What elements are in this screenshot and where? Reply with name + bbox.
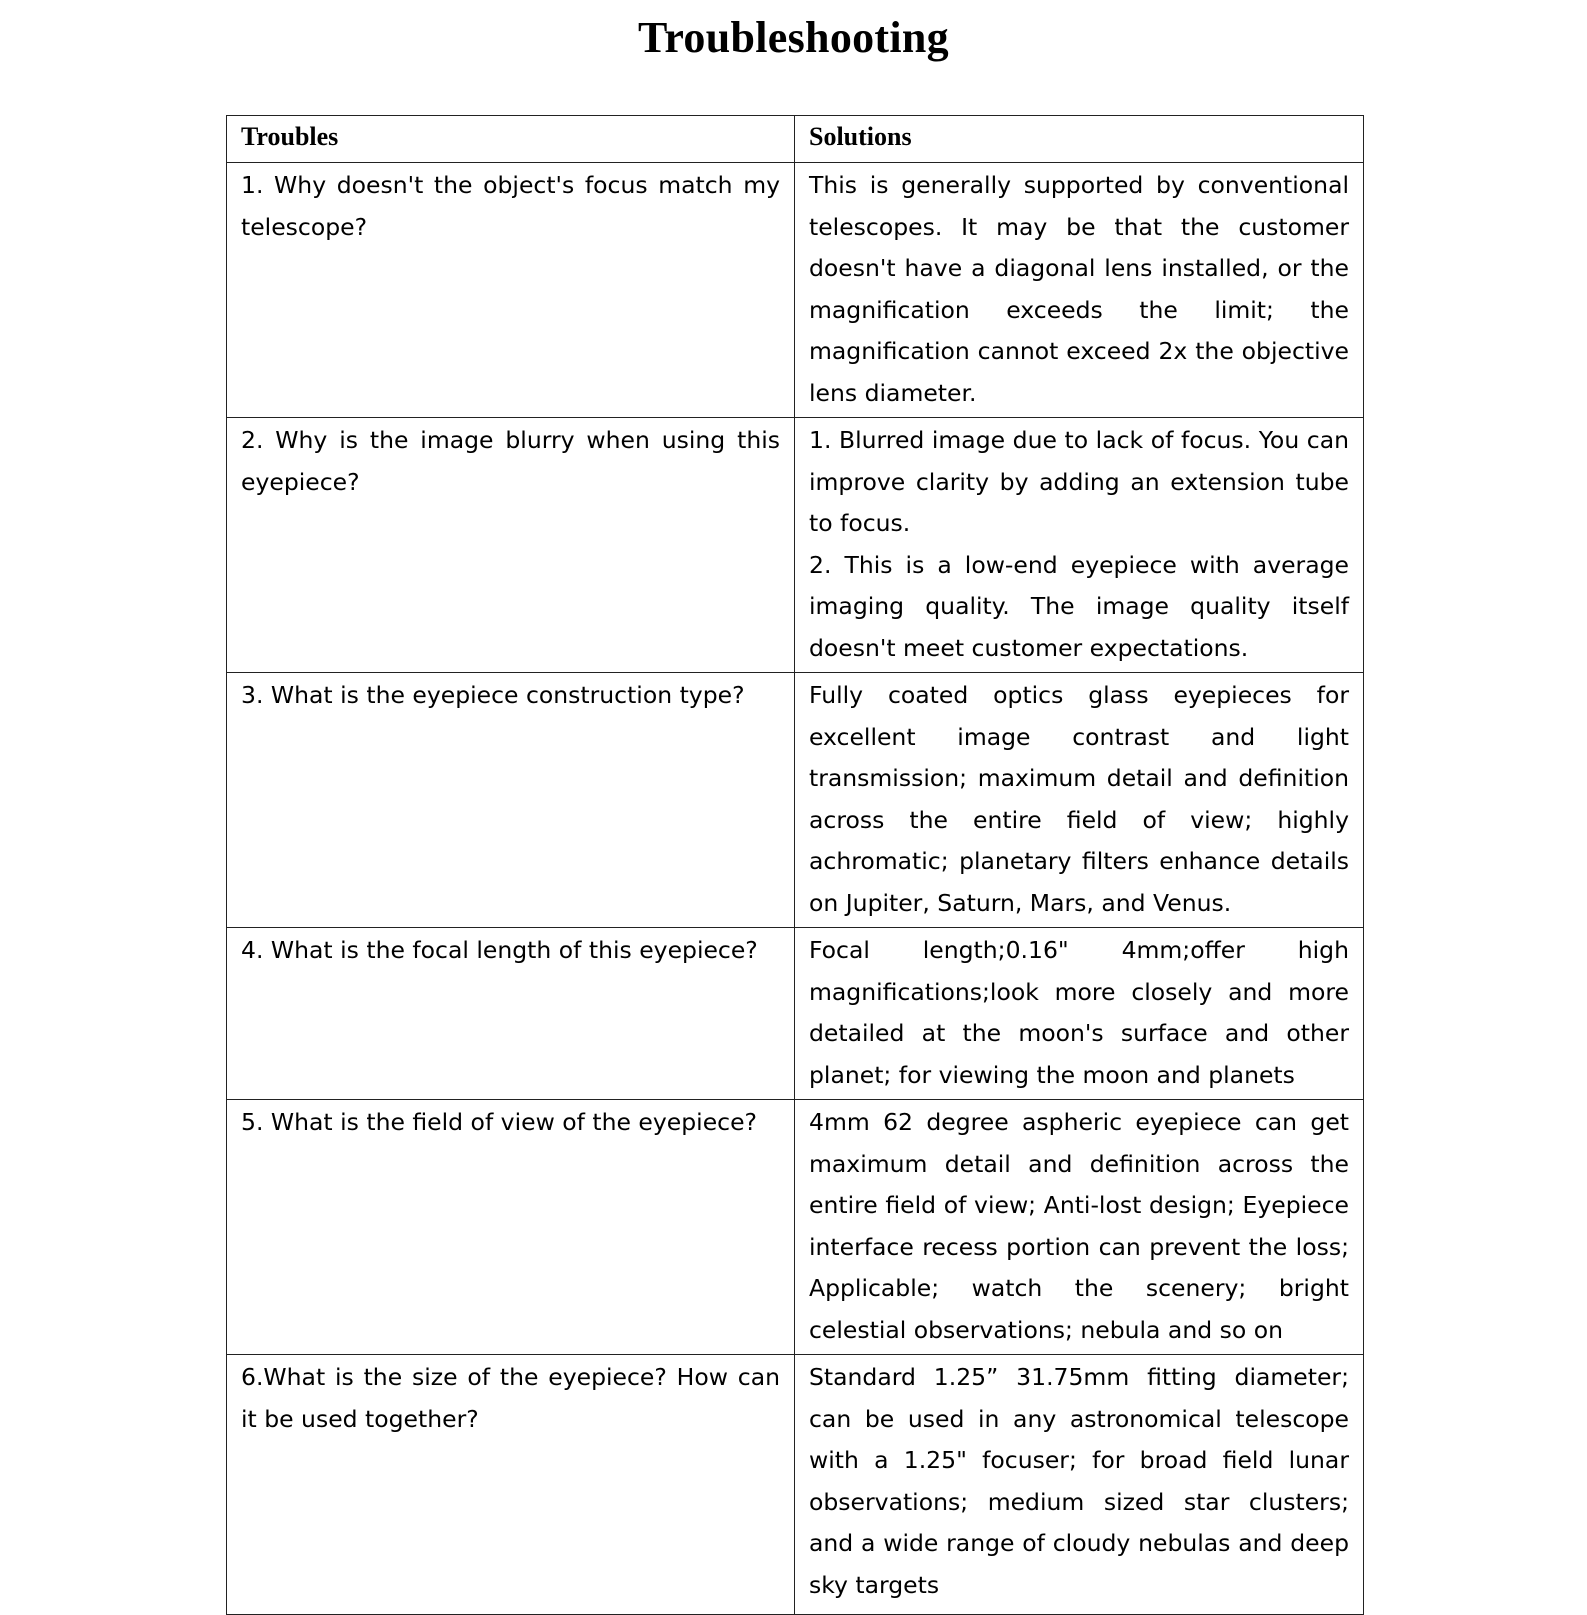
trouble-cell: 2. Why is the image blurry when using this eyepiece?	[227, 418, 795, 673]
table-row	[227, 673, 1364, 928]
solution-cell	[795, 673, 1364, 928]
trouble-cell: 1. Why doesn't the object's focus match my telescope?	[227, 163, 795, 418]
solution-paragraph: Fully coated optics glass eyepieces for excellent image contrast and light transmission; maximum detail and definition across the entire field of view; highly achromatic; planetary filters enhance details on Jupiter, Saturn, Mars, and Venus.	[809, 681, 1349, 917]
trouble-cell: 5. What is the field of view of the eyepiece?	[227, 1100, 795, 1355]
trouble-cell: 6.What is the size of the eyepiece? How can it be used together?	[227, 1355, 795, 1615]
troubleshooting-table-container	[226, 115, 1363, 1615]
solution-paragraph: Standard 1.25” 31.75mm fitting diameter; can be used in any astronomical telescope with a 1.25" focuser; for broad field lunar observations; medium sized star clusters; and a wide range of cloudy nebulas and deep sky targets	[809, 1363, 1349, 1599]
header-troubles: Troubles	[227, 116, 795, 163]
header-solutions: Solutions	[795, 116, 1364, 163]
solution-cell	[795, 1355, 1364, 1615]
solution-paragraph: This is generally supported by conventional telescopes. It may be that the customer doesn't have a diagonal lens installed, or the magnification exceeds the limit; the magnification cannot exceed 2x the objective lens diameter.	[809, 171, 1349, 407]
solution-cell	[795, 163, 1364, 418]
trouble-cell: 3. What is the eyepiece construction type?	[227, 673, 795, 928]
troubleshooting-table	[226, 115, 1364, 1615]
solution-paragraph: 4mm 62 degree aspheric eyepiece can get maximum detail and definition across the entire field of view; Anti-lost design; Eyepiece interface recess portion can prevent the loss; Applicable; watch the scenery; bright celestial observations; nebula and so on	[809, 1108, 1349, 1344]
solution-paragraph: 2. This is a low-end eyepiece with average imaging quality. The image quality itself doesn't meet customer expectations.	[809, 550, 1349, 662]
solution-paragraph: Focal length;0.16" 4mm;offer high magnifications;look more closely and more detailed at the moon's surface and other planet; for viewing the moon and planets	[809, 936, 1349, 1089]
table-row	[227, 928, 1364, 1100]
table-row	[227, 1100, 1364, 1355]
table-row	[227, 163, 1364, 418]
page-title: Troubleshooting	[638, 13, 949, 62]
table-row	[227, 418, 1364, 673]
solution-cell	[795, 1100, 1364, 1355]
trouble-cell: 4. What is the focal length of this eyepiece?	[227, 928, 795, 1100]
solution-cell	[795, 418, 1364, 673]
solution-paragraph: 1. Blurred image due to lack of focus. You can improve clarity by adding an extension tube to focus.	[809, 426, 1349, 537]
table-header-row	[227, 116, 1364, 163]
solution-cell	[795, 928, 1364, 1100]
table-row	[227, 1355, 1364, 1615]
